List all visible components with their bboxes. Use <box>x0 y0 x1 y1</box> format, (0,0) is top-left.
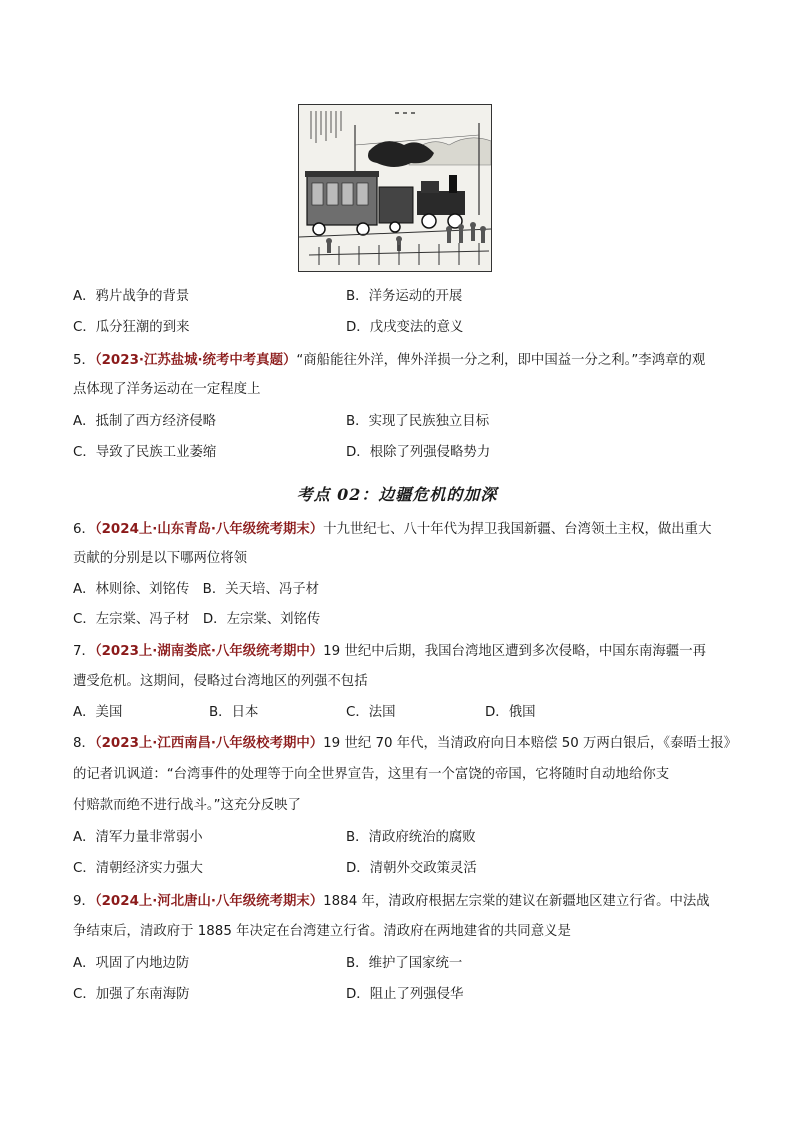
q4-option-a[interactable]: A．鸦片战争的背景 <box>73 289 190 304</box>
q8-source: （2023上·江西南昌·八年级校考期中） <box>94 736 324 751</box>
q6-options-row2[interactable]: C．左宗棠、冯子材 D．左宗棠、刘铭传 <box>73 612 321 627</box>
q5-source: （2023·江苏盐城·统考中考真题） <box>94 353 297 368</box>
q7-stem-line1 <box>73 642 706 662</box>
q6-stem-line1 <box>73 520 711 540</box>
q9-source: （2024上·河北唐山·八年级统考期末） <box>94 894 324 909</box>
q9-option-b[interactable]: B．维护了国家统一 <box>346 956 463 971</box>
q5-stem-line1 <box>73 351 705 371</box>
q6-options-row1[interactable]: A．林则徐、刘铭传 B．关天培、冯子材 <box>73 582 319 597</box>
q9-option-d[interactable]: D．阻止了列强侵华 <box>346 987 464 1002</box>
q4-option-b[interactable]: B．洋务运动的开展 <box>346 289 463 304</box>
q9-stem-line2: 争结束后，清政府于 1885 年决定在台湾建立行省。清政府在两地建省的共同意义是 <box>73 924 571 939</box>
q5-option-b[interactable]: B．实现了民族独立目标 <box>346 414 490 429</box>
section-heading: 考点 02：边疆危机的加深 <box>296 485 498 504</box>
q8-option-c[interactable]: C．清朝经济实力强大 <box>73 861 203 876</box>
q7-number: 7． <box>73 644 95 659</box>
q8-number: 8． <box>73 736 95 751</box>
q7-text-1: 19 世纪中后期，我国台湾地区遭到多次侵略，中国东南海疆一再 <box>323 644 706 659</box>
q7-stem-line2: 遭受危机。这期间，侵略过台湾地区的列强不包括 <box>73 674 368 689</box>
q6-text-1: 十九世纪七、八十年代为捍卫我国新疆、台湾领土主权，做出重大 <box>323 522 712 537</box>
q5-option-c[interactable]: C．导致了民族工业萎缩 <box>73 445 217 460</box>
q7-source: （2023上·湖南娄底·八年级统考期中） <box>94 644 324 659</box>
q9-number: 9． <box>73 894 95 909</box>
q8-stem-line2: 的记者讥讽道：“台湾事件的处理等于向全世界宣告，这里有一个富饶的帝国，它将随时自动地给你支 <box>73 767 670 782</box>
q9-stem-line1 <box>73 892 710 912</box>
q9-text-1: 1884 年，清政府根据左宗棠的建议在新疆地区建立行省。中法战 <box>323 894 710 909</box>
q6-stem-line2: 贡献的分别是以下哪两位将领 <box>73 551 248 566</box>
q8-option-d[interactable]: D．清朝外交政策灵活 <box>346 861 477 876</box>
q8-stem-line1 <box>73 734 737 754</box>
q8-text-1: 19 世纪 70 年代，当清政府向日本赔偿 50 万两白银后，《泰晤士报》 <box>323 736 737 751</box>
q9-option-c[interactable]: C．加强了东南海防 <box>73 987 190 1002</box>
q7-option-c[interactable]: C．法国 <box>346 705 396 720</box>
q7-option-b[interactable]: B．日本 <box>209 705 259 720</box>
q4-option-d[interactable]: D．戊戌变法的意义 <box>346 320 464 335</box>
q6-number: 6． <box>73 522 95 537</box>
q8-stem-line3: 付赔款而绝不进行战斗。”这充分反映了 <box>73 798 301 813</box>
q8-option-b[interactable]: B．清政府统治的腐败 <box>346 830 476 845</box>
q9-option-a[interactable]: A．巩固了内地边防 <box>73 956 190 971</box>
q6-source: （2024上·山东青岛·八年级统考期末） <box>94 522 324 537</box>
q5-text-1: “商船能往外洋，俾外洋损一分之利，即中国益一分之利。”李鸿章的观 <box>296 353 706 368</box>
locomotive-engraving-image <box>298 104 492 272</box>
q7-option-a[interactable]: A．美国 <box>73 705 123 720</box>
q8-option-a[interactable]: A．清军力量非常弱小 <box>73 830 203 845</box>
q5-stem-line2: 点体现了洋务运动在一定程度上 <box>73 382 261 397</box>
q5-option-d[interactable]: D．根除了列强侵略势力 <box>346 445 491 460</box>
q5-number: 5． <box>73 353 95 368</box>
q5-option-a[interactable]: A．抵制了西方经济侵略 <box>73 414 217 429</box>
q4-option-c[interactable]: C．瓜分狂潮的到来 <box>73 320 190 335</box>
q7-option-d[interactable]: D．俄国 <box>485 705 536 720</box>
